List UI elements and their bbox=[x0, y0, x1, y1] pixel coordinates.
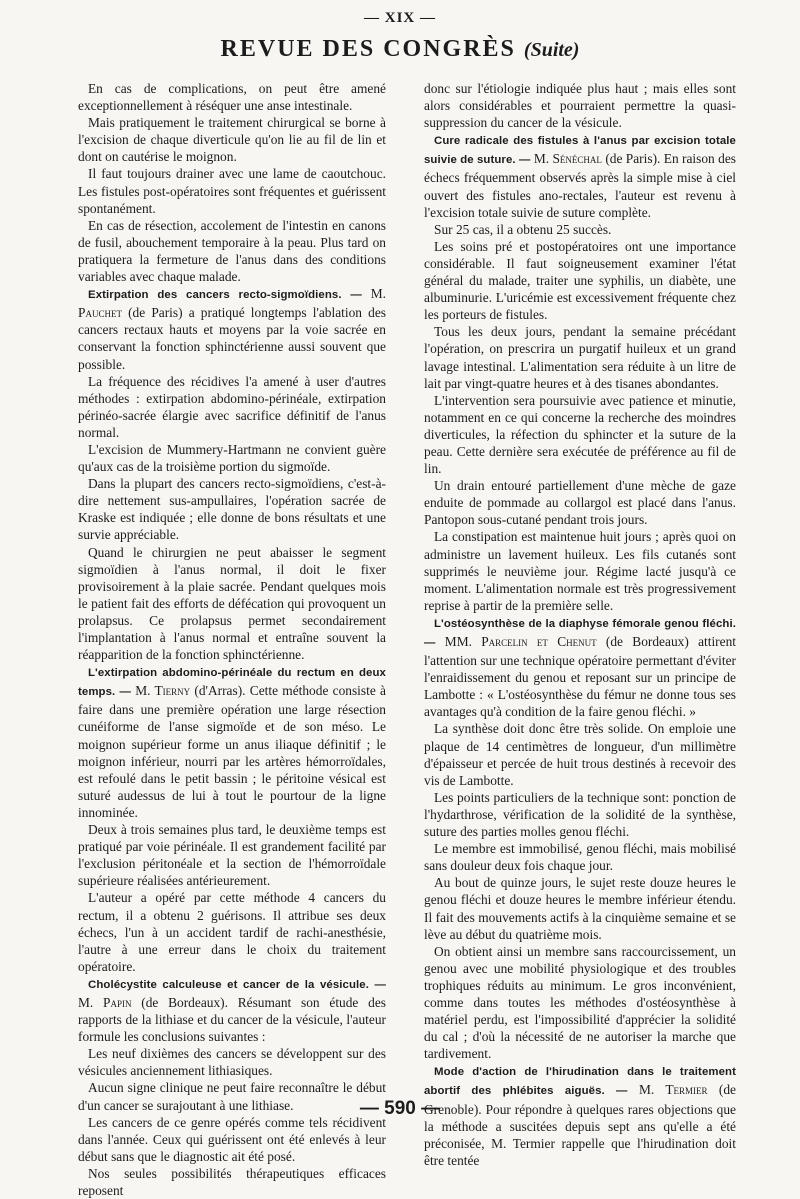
section-heading: Mode d'action de l'hirudination dans le traitement abortif des phlébites aiguës. — bbox=[424, 1066, 736, 1098]
paragraph bbox=[78, 114, 386, 165]
paragraph bbox=[424, 131, 736, 220]
paragraph bbox=[424, 943, 736, 1063]
paragraph-text: (d'Arras). Cette méthode consiste à faire dans une première opération une large résection cunéiforme de l'anse sigmoïde et de son méso. Le moignon supérieur forme un anus iliaque définitif ; le moignon inférieur, nourri par les artères hémorroïdales, est refoulé dans le petit bassin ; le péritoine vésical est suturé audessus de lui à tout le pourtour de la ligne innominée. bbox=[78, 683, 386, 820]
paragraph bbox=[424, 720, 736, 788]
paragraph-text: L'auteur a opéré par cette méthode 4 cancers du rectum, il a obtenu 2 guérisons. Il attribue ses deux échecs, l'un à un accident tardif de rachi-anesthésie, l'autre à une erreur dans le choix du traitement opératoire. bbox=[78, 890, 386, 974]
roman-page-number: — XIX — bbox=[363, 10, 436, 26]
paragraph-text: Tous les deux jours, pendant la semaine précédant l'opération, on prescrira un purgatif huileux et un grand lavage intestinal. L'alimentation sera réduite à un litre de lait par vingt-quatre heures et à des tisanes abondantes. bbox=[424, 324, 736, 391]
paragraph-text: Il faut toujours drainer avec une lame de caoutchouc. Les fistules post-opératoires sont fréquentes et guérissent spontanément. bbox=[78, 166, 386, 216]
paragraph-text: Au bout de quinze jours, le sujet reste douze heures le genou fléchi et douze heures le membre inférieur étendu. Il fait des mouvements actifs à la cinquième semaine et se lève au début du quatrième mois. bbox=[424, 875, 736, 942]
paragraph-text: Les points particuliers de la technique sont: ponction de l'hydarthrose, vérification de la solidité de la synthèse, suture des parties molles genou fléchi. bbox=[424, 789, 736, 840]
author-name: M. Termier bbox=[638, 1082, 708, 1098]
paragraph-text: L'intervention sera poursuivie avec patience et minutie, notamment en ce qui concerne la recherche des moindres diverticules, la réfection du sphincter et la suture de la peau. Cette dernière sera exécutée de préférence au fil de lin. bbox=[424, 392, 736, 477]
page-title bbox=[0, 36, 800, 63]
title-suffix: (Suite) bbox=[523, 39, 580, 61]
paragraph bbox=[424, 392, 736, 477]
paragraph bbox=[78, 373, 386, 441]
section-heading: Cholécystite calculeuse et cancer de la vésicule. — bbox=[88, 978, 386, 991]
paragraph-text: En cas de complications, on peut être amené exceptionnellement à réséquer une anse intestinale. bbox=[78, 81, 386, 114]
paragraph-text: (de Grenoble). Pour répondre à quelques rares objections que la méthode a suscitées depuis sept ans qu'elle a été préconisée, M. Termier rappelle que l'hirudination doit être tentée bbox=[424, 1082, 736, 1168]
paragraph-text: Un drain entouré partiellement d'une mèche de gaze enduite de pommade au collargol est placé dans l'anus. Pantopon sous-cutané pendant trois jours. bbox=[424, 478, 736, 528]
section-heading: Extirpation des cancers recto-sigmoïdiens. — bbox=[88, 289, 362, 302]
paragraph bbox=[78, 1045, 386, 1079]
paragraph bbox=[78, 889, 386, 974]
paragraph-text: Les soins pré et postopératoires ont une importance considérable. Il faut soigneusement examiner l'état général du malade, traiter une syphilis, un diabète, une albuminurie. L'uricémie est excessivement fréquente chez les porteurs de fistules. bbox=[424, 238, 736, 323]
section-heading: Cure radicale des fistules à l'anus par excision totale suivie de suture. — bbox=[424, 135, 736, 167]
paragraph bbox=[78, 475, 386, 543]
paragraph bbox=[424, 477, 736, 528]
section-heading: L'extirpation abdomino-périnéale du rectum en deux temps. — bbox=[78, 667, 386, 699]
left-column bbox=[78, 80, 386, 1199]
paragraph-text: Aucun signe clinique ne peut faire reconnaître le début d'un cancer se surajoutant à une lithiase. bbox=[78, 1080, 386, 1113]
paragraph bbox=[78, 285, 386, 372]
paragraph-text: Quand le chirurgien ne peut abaisser le segment sigmoïdien à l'anus normal, il doit le fixer provisoirement à la plaie sacrée. Pendant quelques mois le patient fait des efforts de défécation qui provoquent un prolapsus. Ce prolapsus permet secondairement l'implantation à l'anus normal et entraîne souvent la réapparition de la fonction sphinctérienne. bbox=[78, 544, 386, 663]
paragraph-text: La synthèse doit donc être très solide. On emploie une plaque de 14 centimètres de longueur, d'un millimètre d'épaisseur et percée de huit trous destinés à recevoir des vis de Lambotte. bbox=[424, 721, 736, 788]
paragraph-text: On obtient ainsi un membre sans raccourcissement, un genou avec une mobilité physiologique et des troubles trophiques réduits au minimum. Le gros inconvénient, comme dans toutes les méthodes d'ostéosynthèse à matériel perdu, est l'impossibilité d'apprécier la solidité du cal ; d'où la nécessité de ne autoriser la marche que tardivement. bbox=[424, 943, 736, 1062]
paragraph bbox=[424, 528, 736, 613]
section-heading: L'ostéosynthèse de la diaphyse fémorale genou fléchi. — bbox=[424, 617, 736, 649]
paragraph bbox=[78, 80, 386, 114]
right-column bbox=[424, 80, 736, 1169]
paragraph bbox=[78, 663, 386, 821]
paragraph bbox=[424, 840, 736, 874]
paragraph-text: Sur 25 cas, il a obtenu 25 succès. bbox=[434, 221, 612, 237]
paragraph-text: (de Paris). En raison des échecs fréquemment observés après la simple mise à ciel ouvert des fistules ano-rectales, l'auteur est revenu à l'excision totale suivie de suture complète. bbox=[424, 151, 736, 220]
author-name: M. Tierny bbox=[135, 683, 191, 699]
paragraph-text: Dans la plupart des cancers recto-sigmoïdiens, c'est-à-dire nettement sus-ampullaires, l'opération sacrée de Kraske est indiquée ; elle donne de bons résultats et une survie appréciable. bbox=[78, 476, 386, 543]
paragraph-text: Deux à trois semaines plus tard, le deuxième temps est pratiqué par voie périnéale. Il est grandement facilité par l'exclusion péritonéale et la section de l'hémorroïdale supérieure réalisées antérieurement. bbox=[78, 822, 386, 889]
paragraph bbox=[424, 874, 736, 942]
paragraph bbox=[78, 821, 386, 889]
paragraph-text: L'excision de Mummery-Hartmann ne convient guère qu'aux cas de la troisième portion du sigmoïde. bbox=[78, 441, 386, 475]
paragraph bbox=[78, 217, 386, 285]
paragraph bbox=[78, 1165, 386, 1199]
paragraph bbox=[424, 221, 736, 238]
author-name: MM. Parcelin et Chenut bbox=[444, 634, 597, 649]
paragraph-text: (de Bordeaux) attirent l'attention sur une technique opératoire permettant d'éviter l'enraidissement du genou et reposant sur un principe de Lambotte : « L'ostéosynthèse du fémur ne donne tous ses avantages qu'à condition de la faire genou fléchi. » bbox=[424, 634, 736, 720]
paragraph bbox=[78, 975, 386, 1045]
paragraph-text: (de Bordeaux). Résumant son étude des rapports de la lithiase et du cancer de la vésicule, l'auteur formule les conclusions suivantes : bbox=[78, 994, 386, 1045]
paragraph bbox=[78, 544, 386, 664]
page-number: — 590 — bbox=[359, 1098, 441, 1119]
author-name: M. Papin bbox=[78, 994, 132, 1010]
paragraph bbox=[424, 614, 736, 721]
paragraph-text: En cas de résection, accolement de l'intestin en canons de fusil, abouchement temporaire à la peau. Plus tard on pratiquera la fermeture de l'anus dans des conditions variables avec chaque malade. bbox=[78, 217, 386, 285]
paragraph bbox=[78, 441, 386, 475]
paragraph-text: Le membre est immobilisé, genou fléchi, mais mobilisé sans douleur deux fois chaque jour. bbox=[424, 841, 736, 874]
paragraph-text: donc sur l'étiologie indiquée plus haut ; mais elles sont alors considérables et pourraient permettre la quasi-suppression du cancer de la vésicule. bbox=[424, 81, 736, 131]
paragraph bbox=[78, 1114, 386, 1165]
paragraph-text: Les cancers de ce genre opérés comme tels récidivent dans l'année. Ceux qui guérissent ont été enlevés à leur début sans que le diagnostic ait été posé. bbox=[78, 1114, 386, 1164]
author-name: M. Pauchet bbox=[78, 286, 386, 321]
paragraph-text: Les neuf dixièmes des cancers se développent sur des vésicules anciennement lithiasiques. bbox=[78, 1046, 386, 1079]
paragraph bbox=[424, 789, 736, 840]
author-name: M. Sénéchal bbox=[533, 151, 602, 167]
paragraph-text: Nos seules possibilités thérapeutiques efficaces reposent bbox=[78, 1165, 386, 1198]
paragraph-text: La constipation est maintenue huit jours ; après quoi on administre un lavement huileux. Les fils cutanés sont supprimés le neuvième jour. Régime lacté jusqu'à ce moment. L'alimentation normale est très progressivement reprise à partir de la première selle. bbox=[424, 529, 736, 613]
paragraph bbox=[424, 80, 736, 131]
paragraph bbox=[424, 238, 736, 323]
paragraph bbox=[424, 323, 736, 391]
paragraph-text: Mais pratiquement le traitement chirurgical se borne à l'excision de chaque diverticule qu'on lie au fil de lin et dont on cautérise le moignon. bbox=[78, 115, 386, 165]
paragraph-text: (de Paris) a pratiqué longtemps l'ablation des cancers rectaux hauts et moyens par la voie sacrée en conservant la fonction sphinctérienne aussi souvent que possible. bbox=[78, 305, 386, 372]
title-text: REVUE DES CONGRÈS bbox=[220, 36, 516, 62]
paragraph bbox=[78, 165, 386, 216]
paragraph-text: La fréquence des récidives l'a amené à user d'autres méthodes : extirpation abdomino-périnéale, extirpation périnéo-sacrée élargie avec sacrifice définitif de l'anus normal. bbox=[78, 373, 386, 440]
